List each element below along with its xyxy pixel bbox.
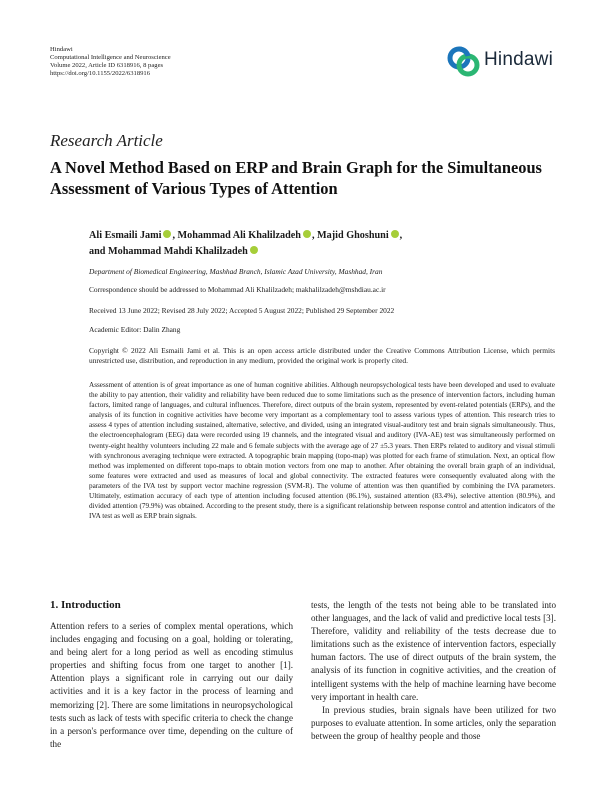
- author-name: Majid Ghoshuni: [317, 230, 389, 241]
- author-conjunction: and: [89, 246, 106, 257]
- doi-link[interactable]: https://doi.org/10.1155/2022/6318916: [50, 70, 151, 77]
- body-column-right: [311, 599, 556, 743]
- article-type: Research Article: [50, 131, 163, 150]
- copyright-notice: Copyright © 2022 Ali Esmaili Jami et al. This is an open access article distributed under the Creative Commons Attribution License, which permits unrestricted use, distribution, and reproduction in any medium, provided the original work is properly cited.: [89, 346, 555, 366]
- author-name: Mohammad Mahdi Khalilzadeh: [107, 246, 248, 257]
- paper-title: A Novel Method Based on ERP and Brain Graph for the Simultaneous Assessment of Various Types of Attention: [50, 158, 542, 198]
- paragraph: tests, the length of the tests not being able to be translated into other languages, and the lack of valid and predictive local tests [3]. Therefore, validity and reliability of the tests decrease due to limitations such as the existence of intervention factors, especially human factors. The use of direct outputs of the brain system, the analysis of its function in cognitive activities, and the creation of intelligent systems with the help of machine learning have become very important in health care.: [311, 600, 556, 702]
- logo-text: Hindawi: [484, 49, 553, 70]
- publisher-line: Hindawi: [50, 46, 73, 53]
- orcid-icon[interactable]: [250, 246, 258, 254]
- hindawi-logo: [446, 42, 556, 82]
- correspondence: Correspondence should be addressed to Mohammad Ali Khalilzadeh; makhalilzadeh@mshdiau.ac.ir: [89, 285, 386, 294]
- journal-meta: [50, 46, 171, 78]
- dates: Received 13 June 2022; Revised 28 July 2022; Accepted 5 August 2022; Published 29 September 2022: [89, 306, 395, 315]
- affiliation: Department of Biomedical Engineering, Mashhad Branch, Islamic Azad University, Mashhad, Iran: [89, 267, 383, 276]
- author-name: Mohammad Ali Khalilzadeh: [177, 230, 301, 241]
- academic-editor: Academic Editor: Dalin Zhang: [89, 325, 181, 334]
- orcid-icon[interactable]: [391, 230, 399, 238]
- volume-line: Volume 2022, Article ID 6318916, 8 pages: [50, 62, 164, 69]
- hindawi-logo-icon: [446, 42, 482, 82]
- paragraph: In previous studies, brain signals have been utilized for two purposes to evaluate attention. In some articles, only the separation between the group of healthy people and those: [311, 704, 556, 741]
- author-name: Ali Esmaili Jami: [89, 230, 162, 241]
- paragraph: Attention refers to a series of complex mental operations, which includes engaging and focusing on a goal, holding or tolerating, and being alert for a long period as well as encoding stimulus properties and shifting focus from one target to another [1]. Attention plays a significant role in carrying out our daily activities and it is a key factor in the process of learning and memorizing [2]. There are some limitations in neuropsychological tests such as lack of tests with specific criteria to check the change in a person's performance over time, depending on the culture of the: [50, 621, 293, 749]
- section-heading: 1. Introduction: [50, 599, 121, 611]
- body-column-left: [50, 620, 293, 751]
- orcid-icon[interactable]: [163, 230, 171, 238]
- author-list: Ali Esmaili Jami , Mohammad Ali Khalilzadeh , Majid Ghoshuni , and Mohammad Mahdi Khalilzadeh: [89, 230, 403, 257]
- abstract: Assessment of attention is of great importance as one of human cognitive abilities. Although neuropsychological tests have been developed and used to evaluate the ability to pay attention, their validity and reliability have been reduced due to some limitations such as the presence of intervention factors, including human factors, limited range of languages, and cultural influences. Therefore, direct outputs of the brain system, represented by event-related potentials (ERPs), and the analysis of its function in cognitive activities have become very important as a complementary tool to assess various types of attention. This research tries to assess 4 types of attention including sustained, alternative, selective, and divided, using an integrated visual-auditory test and brain signals simultaneously. Thus, the electroencephalogram (EEG) data were recorded using 19 channels, and the integrated visual and auditory (IVA-AE) test was simultaneously performed on twenty-eight healthy volunteers including 22 male and 6 female subjects with the average age of 27 ±5.3 years. Then ERPs related to auditory and visual stimuli with synchronous averaging technique were extracted. A topographic brain mapping (topo-map) was plotted for each frame of stimulation. Next, an optical flow method was implemented on different topo-maps to obtain motion vectors from one map to another. After obtaining the overall brain graph of an individual, some features were extracted and used as measures of local and global connectivity. The extracted features were consequently evaluated along with the parameters of the IVA test by support vector machine regression (SVM-R). The volume of attention was then quantified by combining the IVA parameters. Ultimately, estimation accuracy of each type of attention including focused attention (86.1%), sustained attention (83.4%), selective attention (80.9%), and divided attention (79.9%) was obtained. According to the present study, there is a significant relationship between response control and attention indicators of the IVA test as well as ERP brain signals.: [89, 381, 555, 521]
- journal-name: Computational Intelligence and Neuroscience: [50, 54, 171, 61]
- orcid-icon[interactable]: [303, 230, 311, 238]
